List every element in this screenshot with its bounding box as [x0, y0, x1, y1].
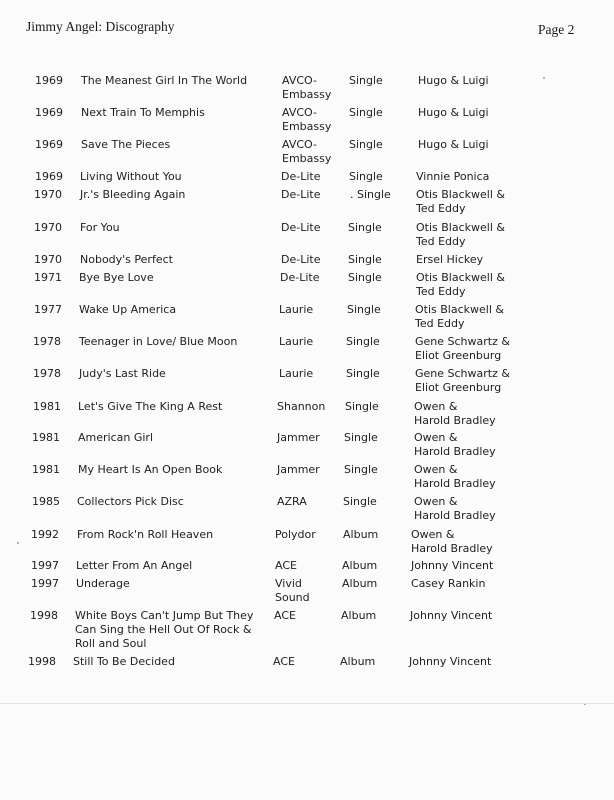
release-year: 1985 — [32, 495, 60, 508]
release-year: 1981 — [33, 400, 61, 413]
release-type: Album — [340, 655, 376, 668]
producer: Johnny Vincent — [410, 609, 493, 622]
release-year: 1970 — [34, 221, 62, 234]
record-label: AZRA — [277, 495, 307, 508]
song-title: Collectors Pick Disc — [77, 495, 184, 508]
release-year: 1998 — [28, 655, 56, 668]
record-label: AVCO- Embassy — [282, 106, 332, 133]
release-year: 1970 — [34, 188, 62, 201]
release-year: 1998 — [30, 609, 58, 622]
song-title: Nobody's Perfect — [80, 253, 173, 266]
producer: Otis Blackwell & Ted Eddy — [416, 271, 505, 298]
record-label: Jammer — [277, 463, 320, 476]
producer: Hugo & Luigi — [418, 138, 489, 151]
release-year: 1969 — [35, 138, 63, 151]
song-title: Still To Be Decided — [73, 655, 175, 668]
producer: Otis Blackwell & Ted Eddy — [415, 303, 504, 330]
producer: Owen & Harold Bradley — [414, 431, 496, 458]
producer: Ersel Hickey — [416, 253, 484, 266]
release-type: Single — [349, 106, 383, 119]
record-label: Vivid Sound — [275, 577, 310, 604]
release-type: Album — [342, 577, 378, 590]
release-type: Album — [343, 528, 379, 541]
record-label: Laurie — [279, 335, 314, 348]
song-title: From Rock'n Roll Heaven — [77, 528, 214, 541]
release-year: 1997 — [31, 577, 59, 590]
song-title: Let's Give The King A Rest — [78, 400, 223, 413]
record-label: Shannon — [277, 400, 326, 413]
record-label: ACE — [275, 559, 297, 572]
release-type: Single — [348, 253, 382, 266]
record-label: Jammer — [277, 431, 320, 444]
document-title: Jimmy Angel: Discography — [26, 19, 175, 34]
song-title: For You — [80, 221, 120, 234]
release-year: 1978 — [33, 367, 61, 380]
producer: Owen & Harold Bradley — [414, 495, 496, 522]
song-title: Next Train To Memphis — [81, 106, 205, 119]
table-row — [0, 655, 614, 695]
record-label: ACE — [274, 609, 296, 622]
producer: Casey Rankin — [411, 577, 486, 590]
producer: Owen & Harold Bradley — [411, 528, 493, 555]
release-type: Single — [346, 367, 380, 380]
record-label: De-Lite — [281, 170, 321, 183]
record-label: Laurie — [279, 367, 314, 380]
release-type: Single — [349, 170, 383, 183]
release-type: Single — [349, 138, 383, 151]
producer: Gene Schwartz & Eliot Greenburg — [415, 367, 510, 394]
release-type: Single — [343, 495, 377, 508]
release-type: Single — [347, 303, 381, 316]
record-label: De-Lite — [281, 188, 321, 201]
release-type: Album — [341, 609, 377, 622]
release-year: 1971 — [34, 271, 62, 284]
release-year: 1981 — [32, 463, 60, 476]
song-title: Living Without You — [80, 170, 182, 183]
record-label: Laurie — [279, 303, 314, 316]
record-label: AVCO- Embassy — [282, 138, 332, 165]
song-title: Letter From An Angel — [76, 559, 193, 572]
song-title: Bye Bye Love — [79, 271, 154, 284]
release-year: 1969 — [35, 74, 63, 87]
page-edge-line — [0, 703, 614, 704]
release-type: Single — [348, 271, 382, 284]
record-label: De-Lite — [281, 253, 321, 266]
producer: Owen & Harold Bradley — [414, 400, 496, 427]
producer: Hugo & Luigi — [418, 74, 489, 87]
scan-speck — [543, 77, 545, 79]
record-label: AVCO- Embassy — [282, 74, 332, 101]
song-title: Jr.'s Bleeding Again — [80, 188, 186, 201]
record-label: De-Lite — [280, 271, 320, 284]
page-number: Page 2 — [538, 22, 575, 37]
release-type: Single — [344, 463, 378, 476]
producer: Otis Blackwell & Ted Eddy — [416, 221, 505, 248]
record-label: ACE — [273, 655, 295, 668]
release-type: Single — [345, 400, 379, 413]
release-year: 1997 — [31, 559, 59, 572]
release-type: Single — [346, 335, 380, 348]
producer: Johnny Vincent — [409, 655, 492, 668]
producer: Johnny Vincent — [411, 559, 494, 572]
release-year: 1981 — [32, 431, 60, 444]
record-label: Polydor — [275, 528, 316, 541]
song-title: Judy's Last Ride — [79, 367, 166, 380]
song-title: My Heart Is An Open Book — [78, 463, 223, 476]
producer: Owen & Harold Bradley — [414, 463, 496, 490]
scan-speck — [17, 542, 19, 544]
song-title: Teenager in Love/ Blue Moon — [79, 335, 238, 348]
release-type: Single — [349, 74, 383, 87]
table-row — [0, 609, 614, 649]
producer: Gene Schwartz & Eliot Greenburg — [415, 335, 510, 362]
release-type: Single — [344, 431, 378, 444]
release-type: Album — [342, 559, 378, 572]
release-year: 1992 — [31, 528, 59, 541]
release-year: 1969 — [35, 170, 63, 183]
song-title: Underage — [76, 577, 130, 590]
release-year: 1977 — [34, 303, 62, 316]
song-title: Wake Up America — [79, 303, 177, 316]
release-year: 1978 — [33, 335, 61, 348]
release-year: 1970 — [34, 253, 62, 266]
release-year: 1969 — [35, 106, 63, 119]
song-title: American Girl — [78, 431, 154, 444]
record-label: De-Lite — [281, 221, 321, 234]
release-type: . Single — [350, 188, 391, 201]
release-type: Single — [348, 221, 382, 234]
producer: Otis Blackwell & Ted Eddy — [416, 188, 505, 215]
producer: Hugo & Luigi — [418, 106, 489, 119]
song-title: The Meanest Girl In The World — [81, 74, 248, 87]
song-title: White Boys Can't Jump But They Can Sing the Hell Out Of Rock & Roll and Soul — [75, 609, 254, 650]
producer: Vinnie Ponica — [416, 170, 490, 183]
song-title: Save The Pieces — [81, 138, 171, 151]
